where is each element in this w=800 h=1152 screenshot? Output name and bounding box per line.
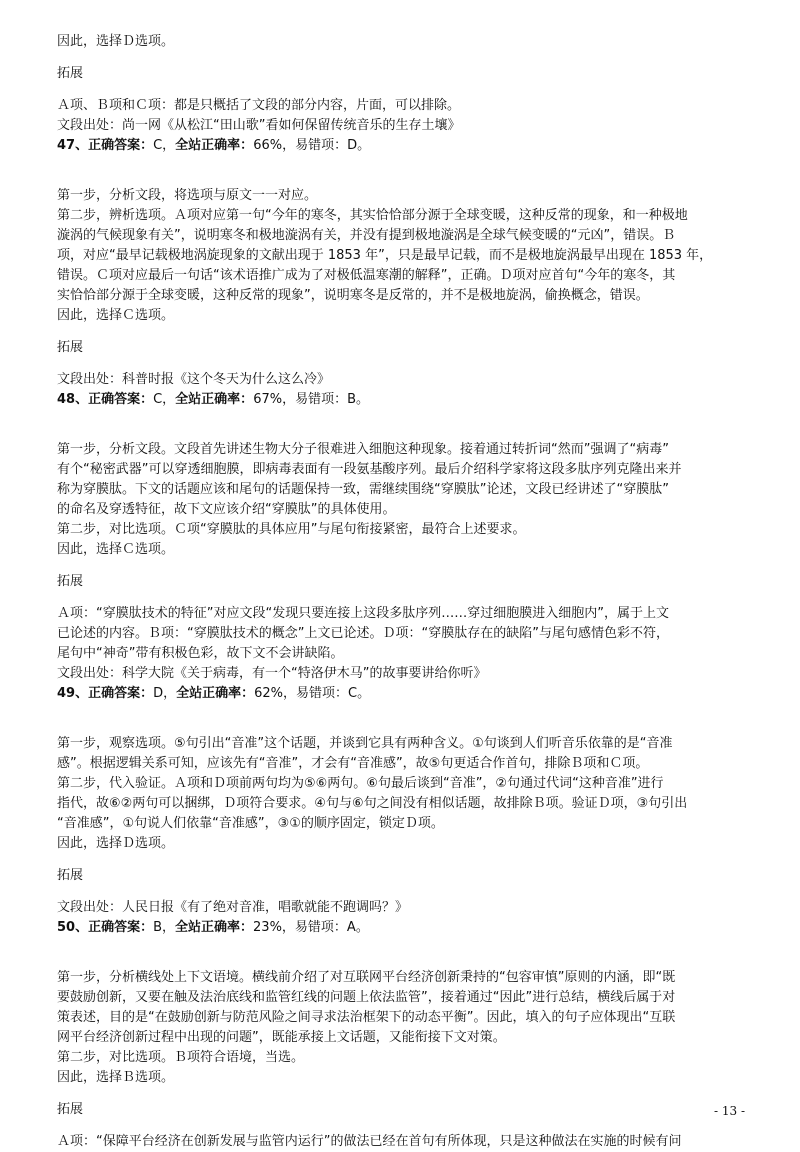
accuracy-value: 62%，易错项：C。 [254,686,371,701]
text-line: 实恰恰部分源于全球变暖，这种反常的现象”，说明寒冬是反常的，并不是极地旋涡，偷换概念，错误。 [57,288,649,303]
accuracy-value: 66%，易错项：D。 [253,138,371,153]
extension-heading: 拓展 [57,66,84,81]
answer-value: B， [153,920,176,935]
text-line: 策表述，目的是“在鼓励创新与防范风险之间寻求法治框架下的动态平衡”。因此，填入的句子应体现出“互联 [57,1010,676,1025]
text-line: “音准感”，①句说人们依靠“音准感”，③①的顺序固定，锁定Ｄ项。 [57,816,444,831]
answer-line-50 [57,918,747,938]
text-line: Ａ项、Ｂ项和Ｃ项：都是只概括了文段的部分内容，片面，可以排除。 [57,98,461,113]
answer-line-47 [57,136,747,156]
accuracy-label: 全站正确率： [176,686,255,701]
answer-value: C， [153,138,176,153]
text-line: 漩涡的气候现象有关”，说明寒冬和极地漩涡有关，并没有提到极地漩涡是全球气候变暖的“元凶”，错误。Ｂ [57,228,676,243]
page-content [57,32,747,1152]
text-line: 第一步，分析文段，将选项与原文一一对应。 [57,188,318,203]
text-line: 第二步，辨析选项。Ａ项对应第一句“今年的寒冬，其实恰恰部分源于全球变暖，这种反常的现象，和一种极地 [57,208,688,223]
text-line: 错误。Ｃ项对应最后一句话“该术语推广成为了对极低温寒潮的解释”，正确。Ｄ项对应首句“今年的寒冬，其 [57,268,676,283]
text-line: 称为穿膜肽。下文的话题应该和尾句的话题保持一致，需继续围绕“穿膜肽”论述，文段已经讲述了“穿膜肽” [57,482,669,497]
answer-line-48 [57,390,747,410]
text-line: Ａ项：“穿膜肽技术的特征”对应文段“发现只要连接上这段多肽序列……穿过细胞膜进入细胞内”，属于上文 [57,606,669,621]
text-line: 第一步，分析横线处上下文语境。横线前介绍了对互联网平台经济创新秉持的“包容审慎”原则的内涵，即“既 [57,970,676,985]
answer-label: 47、正确答案： [57,138,154,153]
text-line: 因此，选择Ｂ选项。 [57,1070,175,1085]
section-50-analysis [57,968,747,1152]
text-line: 因此，选择Ｃ选项。 [57,308,175,323]
text-line: 因此，选择Ｄ选项。 [57,836,175,851]
answer-value: C， [153,392,176,407]
section-47-analysis [57,186,747,390]
section-48-analysis [57,440,747,684]
accuracy-value: 23%，易错项：A。 [253,920,369,935]
section-49-analysis [57,734,747,918]
text-line: 因此，选择Ｄ选项。 [57,34,175,49]
text-line: 第一步，分析文段。文段首先讲述生物大分子很难进入细胞这种现象。接着通过转折词“然而”强调了“病毒” [57,442,669,457]
accuracy-value: 67%，易错项：B。 [253,392,370,407]
answer-value: D， [153,686,177,701]
accuracy-label: 全站正确率： [175,392,254,407]
source-line: 文段出处：科学大院《关于病毒，有一个“特洛伊木马”的故事要讲给你听》 [57,666,487,681]
text-line: 已论述的内容。Ｂ项：“穿膜肽技术的概念”上文已论述。Ｄ项：“穿膜肽存在的缺陷”与尾句感情色彩不符， [57,626,669,641]
answer-label: 50、正确答案： [57,920,154,935]
accuracy-label: 全站正确率： [175,138,254,153]
page-number: - 13 - [713,1104,745,1118]
extension-heading: 拓展 [57,574,84,589]
answer-label: 49、正确答案： [57,686,154,701]
text-line: 感”。根据逻辑关系可知，应该先有“音准”，才会有“音准感”，故⑤句更适合作首句，排除Ｂ项和Ｃ项。 [57,756,649,771]
extension-heading: 拓展 [57,1102,84,1117]
text-line: 的命名及穿透特征，故下文应该介绍“穿膜肽”的具体使用。 [57,502,396,517]
extension-heading: 拓展 [57,868,84,883]
text-line: Ａ项：“保障平台经济在创新发展与监管内运行”的做法已经在首句有所体现，只是这种做法在实施的时候有问 [57,1134,682,1149]
text-line: 第二步，对比选项。Ｃ项“穿膜肽的具体应用”与尾句衔接紧密，最符合上述要求。 [57,522,526,537]
text-line: 项，对应“最早记载极地涡旋现象的文献出现于 1853 年”，只是最早记载，而不是极地旋涡最早出现在 1853 年， [57,248,713,263]
source-line: 文段出处：人民日报《有了绝对音准，唱歌就能不跑调吗？》 [57,900,409,915]
text-line: 网平台经济创新过程中出现的问题”，既能承接上文话题，又能衔接下文对策。 [57,1030,506,1045]
text-line: 尾句中“神奇”带有积极色彩，故下文不会讲缺陷。 [57,646,344,661]
source-line: 文段出处：科普时报《这个冬天为什么这么冷》 [57,372,331,387]
text-line: 第二步，代入验证。Ａ项和Ｄ项前两句均为⑤⑥两句。⑥句最后谈到“音准”，②句通过代词“这种音准”进行 [57,776,664,791]
source-line: 文段出处：尚一网《从松江“田山歌”看如何保留传统音乐的生存土壤》 [57,118,461,133]
answer-label: 48、正确答案： [57,392,154,407]
text-line: 第一步，观察选项。⑤句引出“音准”这个话题，并谈到它具有两种含义。①句谈到人们听音乐依靠的是“音准 [57,736,673,751]
text-line: 因此，选择Ｃ选项。 [57,542,175,557]
answer-line-49 [57,684,747,704]
accuracy-label: 全站正确率： [175,920,254,935]
section-46-analysis [57,32,747,136]
text-line: 要鼓励创新，又要在触及法治底线和监管红线的问题上依法监管”，接着通过“因此”进行总结，横线后属于对 [57,990,676,1005]
text-line: 有个“秘密武器”可以穿透细胞膜，即病毒表面有一段氨基酸序列。最后介绍科学家将这段多肽序列克隆出来并 [57,462,682,477]
text-line: 第二步，对比选项。Ｂ项符合语境，当选。 [57,1050,305,1065]
extension-heading: 拓展 [57,340,84,355]
text-line: 指代，故⑥②两句可以捆绑，Ｄ项符合要求。④句与⑥句之间没有相似话题，故排除Ｂ项。验证Ｄ项，③句引出 [57,796,688,811]
